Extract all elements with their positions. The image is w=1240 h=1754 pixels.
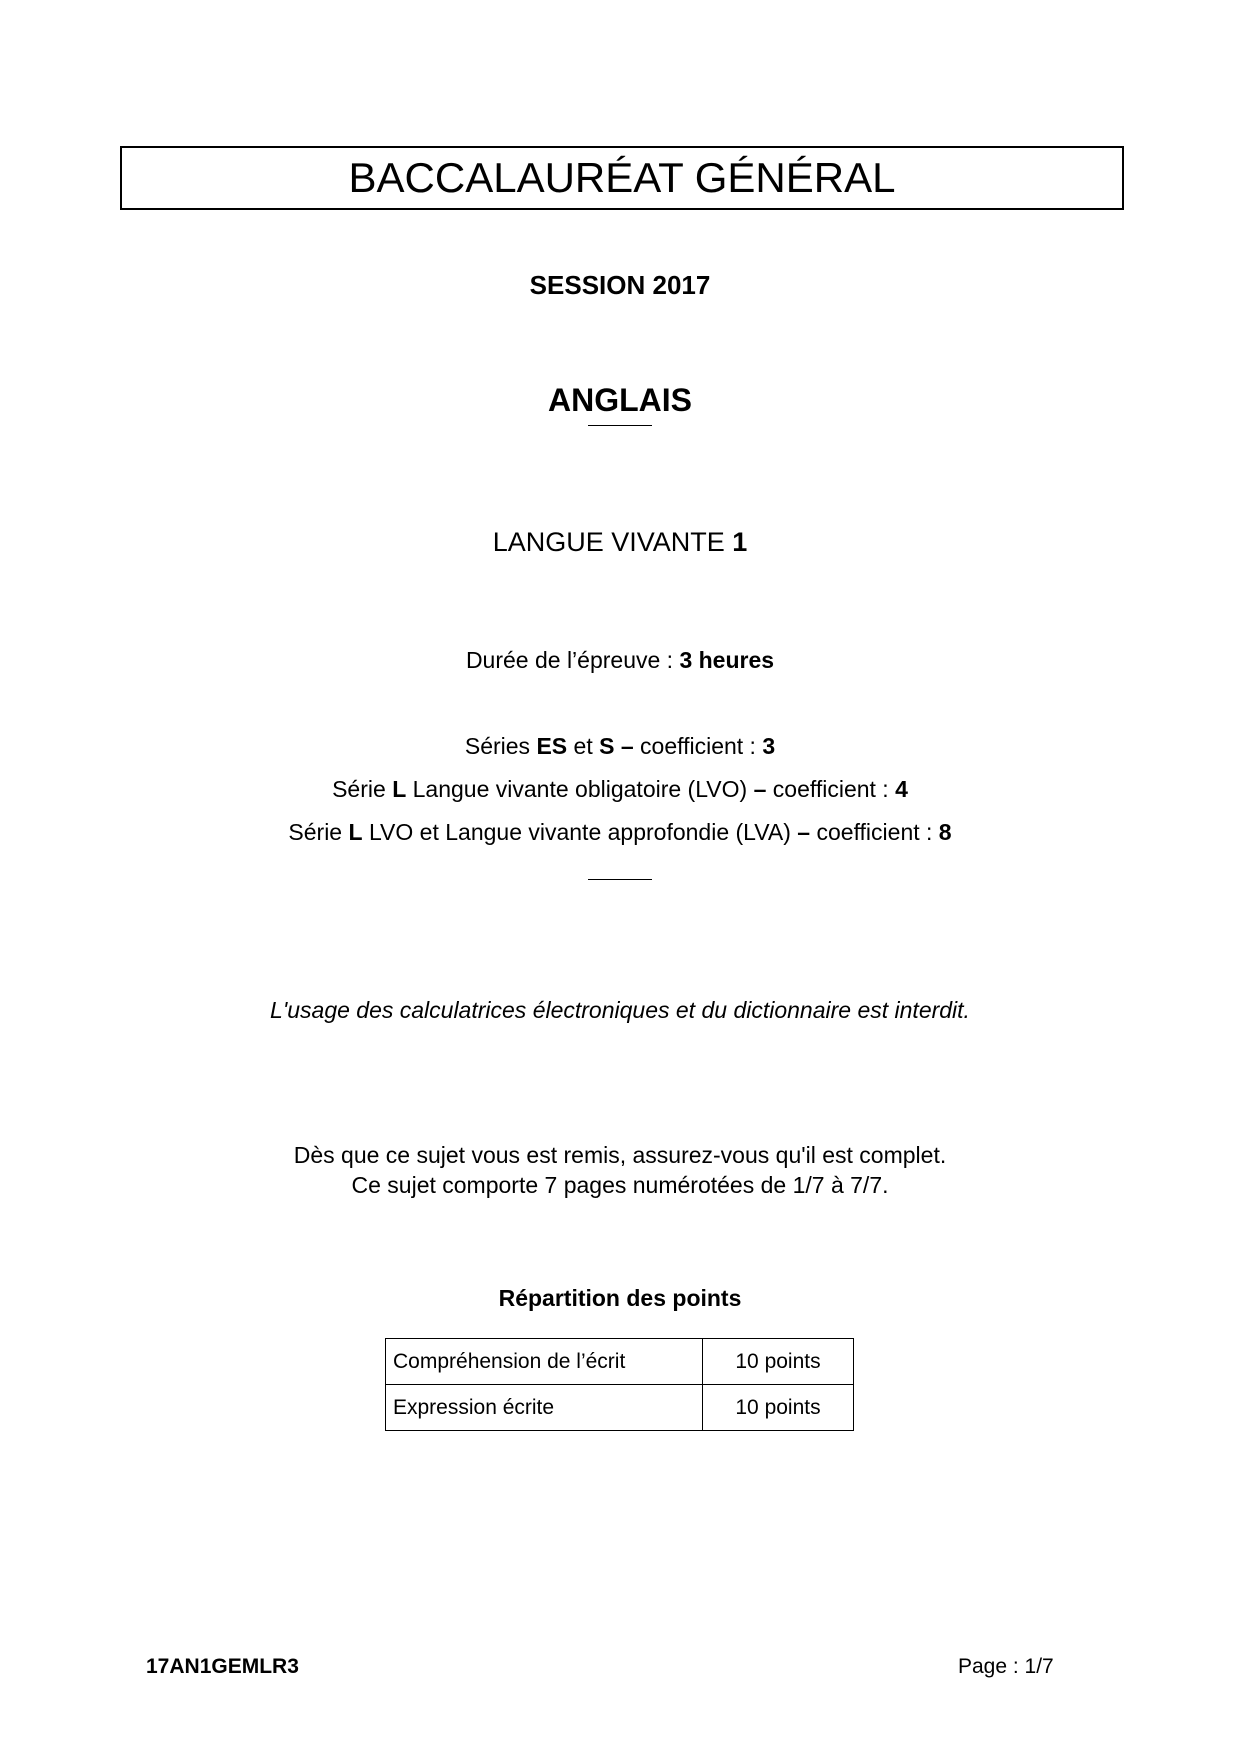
- coef-text: Série: [332, 776, 393, 802]
- coef-value: 3: [762, 733, 776, 759]
- coef-text: Langue vivante obligatoire (LVO): [406, 776, 754, 802]
- coef-text: coefficient :: [810, 819, 939, 845]
- divider: [588, 879, 652, 880]
- coef-dash: –: [797, 819, 811, 845]
- coefficient-line-3: [0, 819, 1240, 846]
- coef-value: 8: [938, 819, 952, 845]
- coef-text: LVO et Langue vivante approfondie (LVA): [362, 819, 798, 845]
- coefficient-line-2: [0, 776, 1240, 803]
- coef-value: 4: [895, 776, 908, 802]
- subject-code: 17AN1GEMLR3: [146, 1655, 299, 1678]
- coef-text: coefficient :: [633, 733, 763, 759]
- page-number: Page : 1/7: [958, 1655, 1054, 1678]
- series-code: S: [599, 733, 615, 759]
- coef-dash: –: [620, 733, 634, 759]
- series-code: L: [392, 776, 407, 802]
- points-title: Répartition des points: [498, 1285, 742, 1311]
- series-code: L: [348, 819, 363, 845]
- langue-number: 1: [732, 527, 748, 557]
- coefficient-line-1: [0, 733, 1240, 760]
- subject-title: ANGLAIS: [548, 382, 692, 418]
- coef-dash: –: [753, 776, 767, 802]
- exam-title: BACCALAURÉAT GÉNÉRAL: [120, 146, 1124, 210]
- completeness-line-1: Dès que ce sujet vous est remis, assurez-vous qu'il est complet.: [293, 1142, 947, 1168]
- points-label: Expression écrite: [386, 1385, 703, 1431]
- coef-text: Série: [288, 819, 349, 845]
- coef-text: coefficient :: [766, 776, 896, 802]
- points-label: Compréhension de l’écrit: [386, 1339, 703, 1385]
- table-row: [386, 1385, 854, 1431]
- duration-label: Durée de l’épreuve :: [465, 647, 680, 673]
- session-label: SESSION 2017: [529, 270, 711, 300]
- langue-vivante: [0, 527, 1240, 558]
- points-table: [385, 1338, 854, 1431]
- usage-notice: L'usage des calculatrices électroniques et du dictionnaire est interdit.: [270, 997, 970, 1023]
- duration-value: 3 heures: [679, 647, 775, 673]
- completeness-line-2: Ce sujet comporte 7 pages numérotées de 1/7 à 7/7.: [351, 1172, 889, 1198]
- langue-label: LANGUE VIVANTE: [492, 527, 733, 557]
- points-value: 10 points: [703, 1339, 854, 1385]
- coef-text: Séries: [464, 733, 537, 759]
- divider: [588, 425, 652, 426]
- series-code: ES: [536, 733, 568, 759]
- coef-text: et: [567, 733, 600, 759]
- table-row: [386, 1339, 854, 1385]
- points-value: 10 points: [703, 1385, 854, 1431]
- duration-line: [0, 647, 1240, 674]
- completeness-notice: [0, 1140, 1240, 1200]
